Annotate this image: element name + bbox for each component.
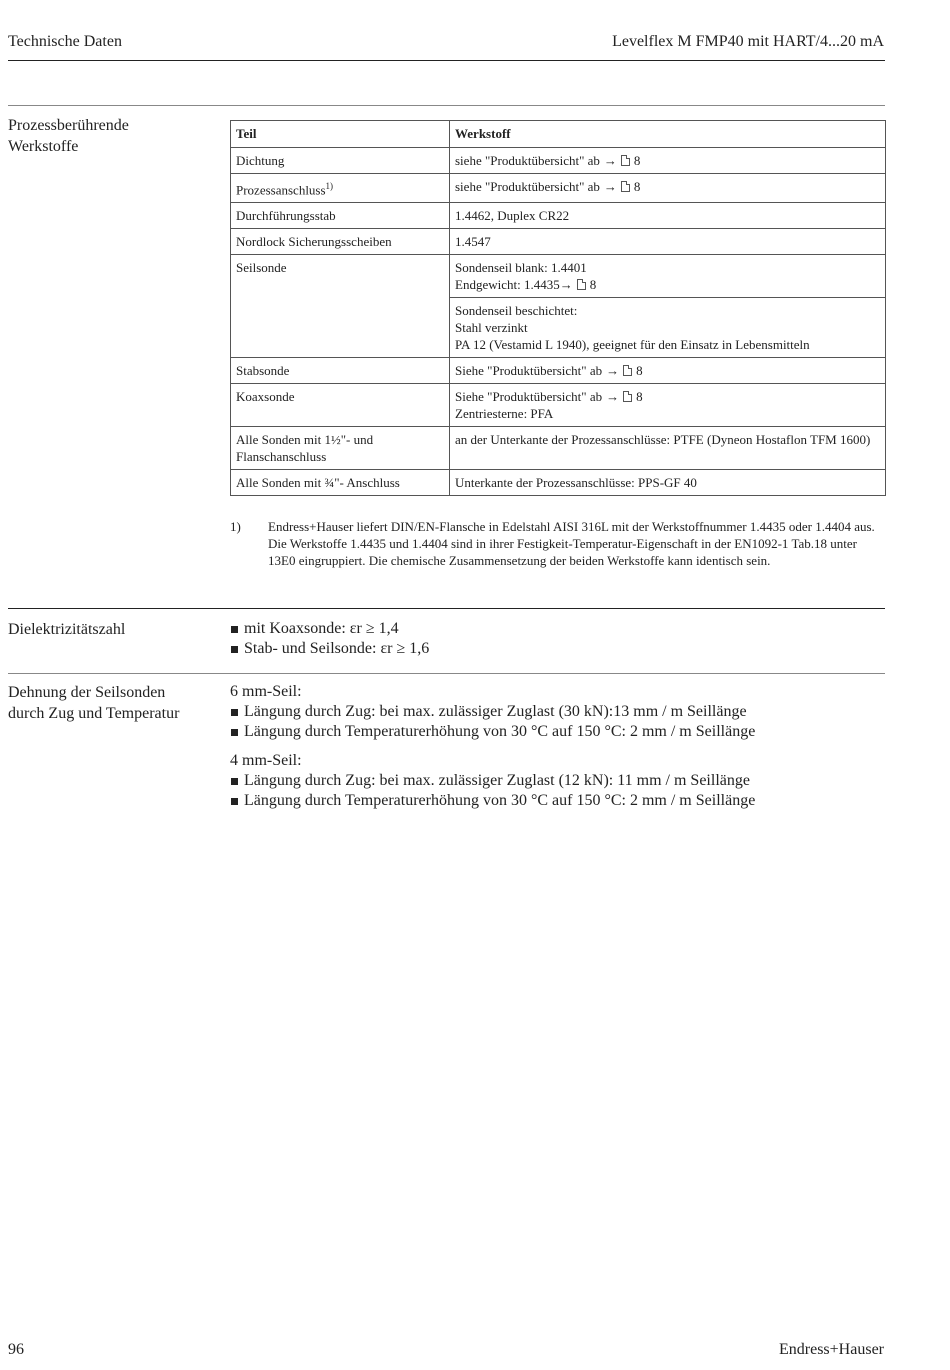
elongation-section-label (8, 682, 179, 724)
table-row (231, 229, 886, 255)
list-item: Längung durch Zug: bei max. zulässiger Zuglast (12 kN): 11 mm / m Seillänge (230, 771, 755, 791)
elongation-label-line1: Dehnung der Seilsonden (8, 684, 166, 701)
part-cell: Koaxsonde (231, 384, 450, 427)
part-cell: Dichtung (231, 148, 450, 174)
elongation-4mm-list (230, 771, 755, 811)
table-row (231, 427, 886, 470)
header-section-title: Technische Daten (8, 33, 122, 50)
arrow-icon: → (559, 277, 573, 293)
part-cell: Prozessanschluss$^{1)}$ (231, 174, 450, 203)
section-divider (8, 673, 885, 674)
table-row (231, 203, 886, 229)
part-cell: Stabsonde (231, 358, 450, 384)
material-cell: Siehe "Produktübersicht" ab → 8 Zentriesterne: PFA (450, 384, 886, 427)
page-reference-icon (621, 181, 630, 192)
material-cell: Siehe "Produktübersicht" ab → 8 (450, 358, 886, 384)
material-cell: siehe "Produktübersicht" ab → 8 (450, 174, 886, 203)
part-cell: Durchführungsstab (231, 203, 450, 229)
material-cell: an der Unterkante der Prozessanschlüsse: PTFE (Dyneon Hostaflon TFM 1600) (450, 427, 886, 470)
page-number: 96 (8, 1341, 24, 1358)
table-row (231, 358, 886, 384)
header-document-title: Levelflex M FMP40 mit HART/4...20 mA (612, 33, 884, 50)
material-cell: 1.4462, Duplex CR22 (450, 203, 886, 229)
elongation-label-line2: durch Zug und Temperatur (8, 705, 180, 722)
list-item: Stab- und Seilsonde: εr ≥ 1,6 (230, 639, 429, 659)
part-cell: Seilsonde (231, 255, 450, 358)
footer-brand: Endress+Hauser (779, 1341, 884, 1358)
subsection-title: 4 mm-Seil: (230, 752, 302, 769)
subsection-title: 6 mm-Seil: (230, 683, 302, 700)
footnote-text: Endress+Hauser liefert DIN/EN-Flansche in Edelstahl AISI 316L mit der Werkstoffnummer 1.4435 oder 1.4404 aus. Die Werkstoffe 1.4435 und 1.4404 sind in ihrer Festigkeit-Temperatur-Eigenschaft in der EN1092-1 Tab.18 unter 13E0 eingruppiert. Die chemische Zusammensetzung der beiden Werkstoffe kann identisch sein. (268, 519, 875, 568)
table-row (231, 174, 886, 203)
table-row (231, 384, 886, 427)
material-cell: Unterkante der Prozessanschlüsse: PPS-GF 40 (450, 470, 886, 496)
table-row (231, 470, 886, 496)
material-cell: Sondenseil blank: 1.4401 Endgewicht: 1.4435→ 8 (450, 255, 886, 298)
elongation-6mm-list (230, 702, 755, 742)
materials-label-line1: Prozessberührende (8, 117, 129, 134)
arrow-icon: → (606, 389, 620, 405)
footnote-marker: 1) (325, 181, 334, 191)
column-header-material: Werkstoff (450, 121, 886, 148)
part-cell: Alle Sonden mit 1½"- und Flanschanschluss (231, 427, 450, 470)
page-reference-icon (577, 279, 586, 290)
table-row (231, 148, 886, 174)
table-header-row (231, 121, 886, 148)
materials-section-label (8, 115, 129, 157)
list-item: Längung durch Zug: bei max. zulässiger Zuglast (30 kN):13 mm / m Seillänge (230, 702, 755, 722)
elongation-section-body (230, 682, 755, 811)
section-divider (8, 105, 885, 106)
list-item: Längung durch Temperaturerhöhung von 30 °C auf 150 °C: 2 mm / m Seillänge (230, 722, 755, 742)
header-rule (8, 60, 885, 61)
material-cell: 1.4547 (450, 229, 886, 255)
arrow-icon: → (603, 179, 617, 194)
page-reference-icon (623, 365, 632, 376)
materials-label-line2: Werkstoffe (8, 138, 79, 155)
part-cell: Nordlock Sicherungsscheiben (231, 229, 450, 255)
list-item: mit Koaxsonde: εr ≥ 1,4 (230, 619, 429, 639)
material-cell: Sondenseil beschichtet: Stahl verzinkt PA 12 (Vestamid L 1940), geeignet für den Einsatz in Lebensmitteln (450, 298, 886, 358)
footnote-number: 1) (230, 519, 241, 534)
dielectric-section-body (230, 619, 429, 659)
dielectric-list (230, 619, 429, 659)
arrow-icon: → (606, 363, 620, 379)
page-reference-icon (623, 391, 632, 402)
material-cell: siehe "Produktübersicht" ab → 8 (450, 148, 886, 174)
table-footnote (230, 518, 880, 569)
arrow-icon: → (603, 153, 617, 168)
column-header-part: Teil (231, 121, 450, 148)
section-divider (8, 608, 885, 609)
table-row (231, 255, 886, 298)
dielectric-section-label: Dielektrizitätszahl (8, 621, 126, 638)
part-cell: Alle Sonden mit ¾"- Anschluss (231, 470, 450, 496)
materials-table (230, 120, 886, 496)
page-reference-icon (621, 155, 630, 166)
list-item: Längung durch Temperaturerhöhung von 30 °C auf 150 °C: 2 mm / m Seillänge (230, 791, 755, 811)
